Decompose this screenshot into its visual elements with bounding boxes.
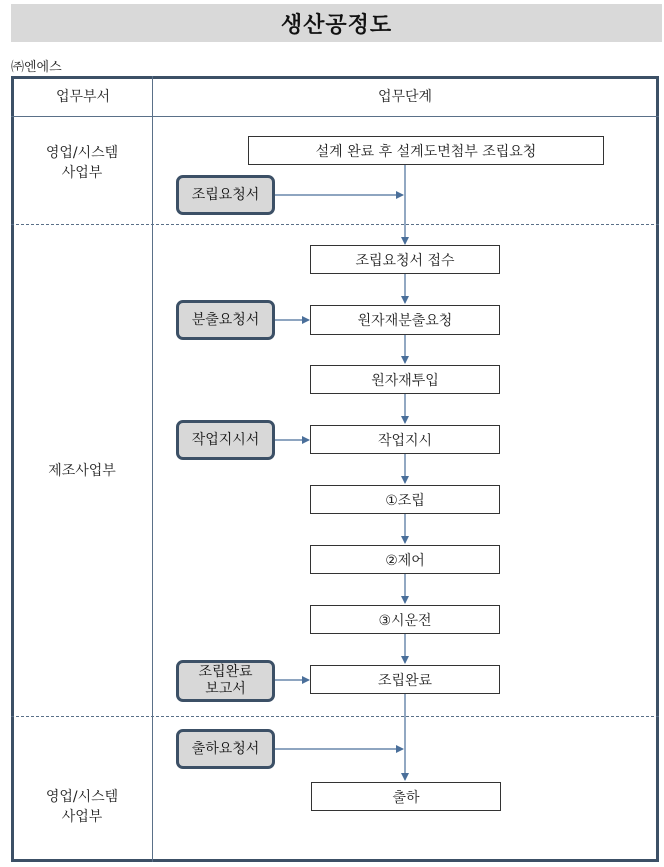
step-box-design-request: 설계 완료 후 설계도면첨부 조립요청 xyxy=(248,136,604,165)
step-box-request-received: 조립요청서 접수 xyxy=(310,245,500,274)
doc-assembly-request xyxy=(176,175,275,215)
doc-label: 작업지시서 xyxy=(191,431,260,448)
step-box-test-run: ③시운전 xyxy=(310,605,500,634)
header-dept: 업무부서 xyxy=(55,89,111,105)
step-box-shipping: 출하 xyxy=(311,782,501,811)
doc-label: 조립요청서 xyxy=(191,186,260,203)
step-box-material-request: 원자재분출요청 xyxy=(310,305,500,335)
dept-line: 영업/시스템 xyxy=(45,145,119,161)
step-box-work-order: 작업지시 xyxy=(310,425,500,454)
doc-label: 조립완료 xyxy=(198,664,253,680)
step-box-control: ②제어 xyxy=(310,545,500,574)
company-name: ㈜엔에스 xyxy=(11,60,62,75)
doc-label: 분출요청서 xyxy=(191,311,260,328)
doc-shipping-request xyxy=(176,729,275,769)
dept-line: 사업부 xyxy=(61,809,103,825)
doc-work-order xyxy=(176,420,275,460)
step-box-assembly-complete: 조립완료 xyxy=(310,665,500,694)
doc-material-request xyxy=(176,300,275,340)
step-box-assembly: ①조립 xyxy=(310,485,500,514)
dept-line: 사업부 xyxy=(61,165,103,181)
doc-completion-report xyxy=(176,660,275,702)
page-title: 생산공정도 xyxy=(280,12,393,38)
header-step: 업무단계 xyxy=(377,89,433,105)
dept-line: 영업/시스템 xyxy=(45,789,119,805)
doc-label: 출하요청서 xyxy=(191,740,260,757)
doc-label: 보고서 xyxy=(205,681,246,697)
step-box-material-input: 원자재투입 xyxy=(310,365,500,394)
dept-manufacturing: 제조사업부 xyxy=(48,463,116,479)
